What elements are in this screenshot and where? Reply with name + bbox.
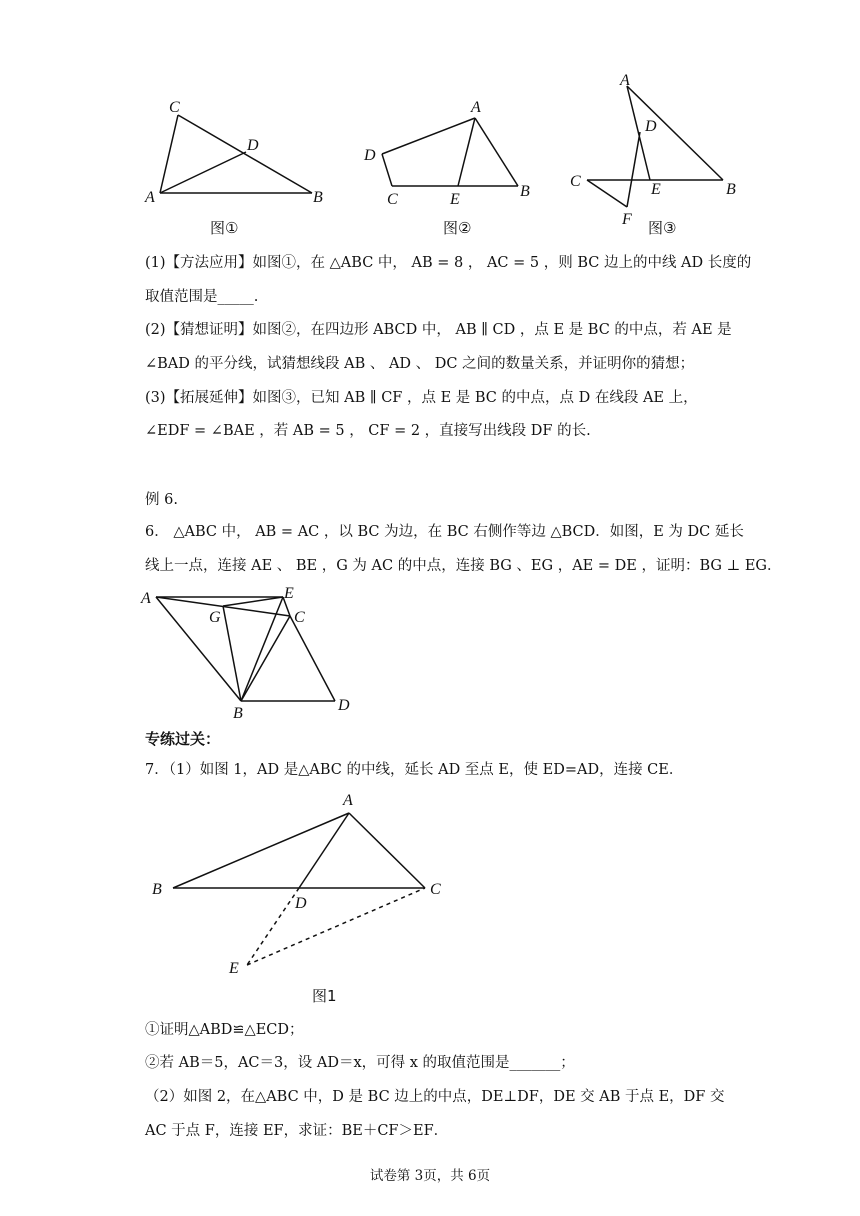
problem7-sub2: ②若 AB＝5，AC＝3，设 AD＝x，可得 x 的取值范围是_______； [145,1055,575,1071]
problem7-part2-line2: AC 于点 F，连接 EF，求证：BE＋CF＞EF． [145,1123,449,1139]
point-label: A [145,189,155,206]
point-label: F [622,211,632,225]
figure-3 [560,65,750,225]
point-label: E [229,960,239,977]
point-label: B [520,183,530,200]
problem7-figure-1-label: 图1 [312,987,337,1005]
point-label: B [313,189,323,206]
page-footer: 试卷第 3页，共 6页 [369,1168,491,1184]
figure-1-label: 图① [210,219,239,237]
figure-1 [140,90,340,215]
point-label: A [620,72,630,89]
problem5-q1-line2: 取值范围是_____. [145,289,259,305]
point-label: C [387,191,398,208]
point-label: E [284,585,294,602]
point-label: D [295,895,307,912]
problem5-q1-line1: (1)【方法应用】如图①，在 △ABC 中， AB = 8 ， AC = 5 ，则 BC 边上的中线 AD 长度的 [145,255,752,271]
point-label: D [364,147,376,164]
point-label: B [233,705,243,722]
figure-3-label: 图③ [648,219,677,237]
point-label: C [570,173,581,190]
problem7-line1: 7．（1）如图 1，AD 是△ABC 的中线，延长 AD 至点 E，使 ED=AD，连接 CE． [145,762,684,778]
section-heading: 专练过关： [145,730,221,748]
problem5-q3-line2: ∠EDF = ∠BAE ，若 AB = 5 ， CF = 2 ，直接写出线段 DF 的长. [145,423,591,439]
problem5-q3-line1: (3)【拓展延伸】如图③，已知 AB ∥ CF ，点 E 是 BC 的中点，点 D 在线段 AE 上， [145,390,698,406]
point-label: A [471,99,481,116]
point-label: D [645,118,657,135]
problem7-figure-1 [145,788,455,988]
figure-2 [360,92,545,217]
point-label: C [430,881,441,898]
point-label: C [169,99,180,116]
example6-line1: 6． △ABC 中， AB = AC ，以 BC 为边，在 BC 右侧作等边 △BCD．如图，E 为 DC 延长 [145,524,744,540]
problem5-q2-line2: ∠BAD 的平分线，试猜想线段 AB 、 AD 、 DC 之间的数量关系，并证明你的猜想； [145,356,695,372]
point-label: C [294,609,305,626]
point-label: D [338,697,350,714]
problem5-q2-line1: (2)【猜想证明】如图②，在四边形 ABCD 中， AB ∥ CD ，点 E 是 BC 的中点，若 AE 是 [145,322,732,338]
point-label: A [141,590,151,607]
point-label: E [450,191,460,208]
example6-title: 例 6. [145,492,178,508]
point-label: A [343,792,353,809]
example6-figure [140,582,370,722]
point-label: B [152,881,162,898]
point-label: G [209,609,221,626]
problem7-sub1: ①证明△ABD≌△ECD； [145,1022,304,1038]
point-label: D [247,137,259,154]
problem7-part2-line1: （2）如图 2，在△ABC 中，D 是 BC 边上的中点，DE⊥DF，DE 交 AB 于点 E，DF 交 [145,1089,725,1105]
point-label: E [651,181,661,198]
figure-2-label: 图② [443,219,472,237]
point-label: B [726,181,736,198]
example6-line2: 线上一点，连接 AE 、 BE ，G 为 AC 的中点，连接 BG 、EG ，AE = DE ，证明：BG ⊥ EG． [145,558,782,574]
